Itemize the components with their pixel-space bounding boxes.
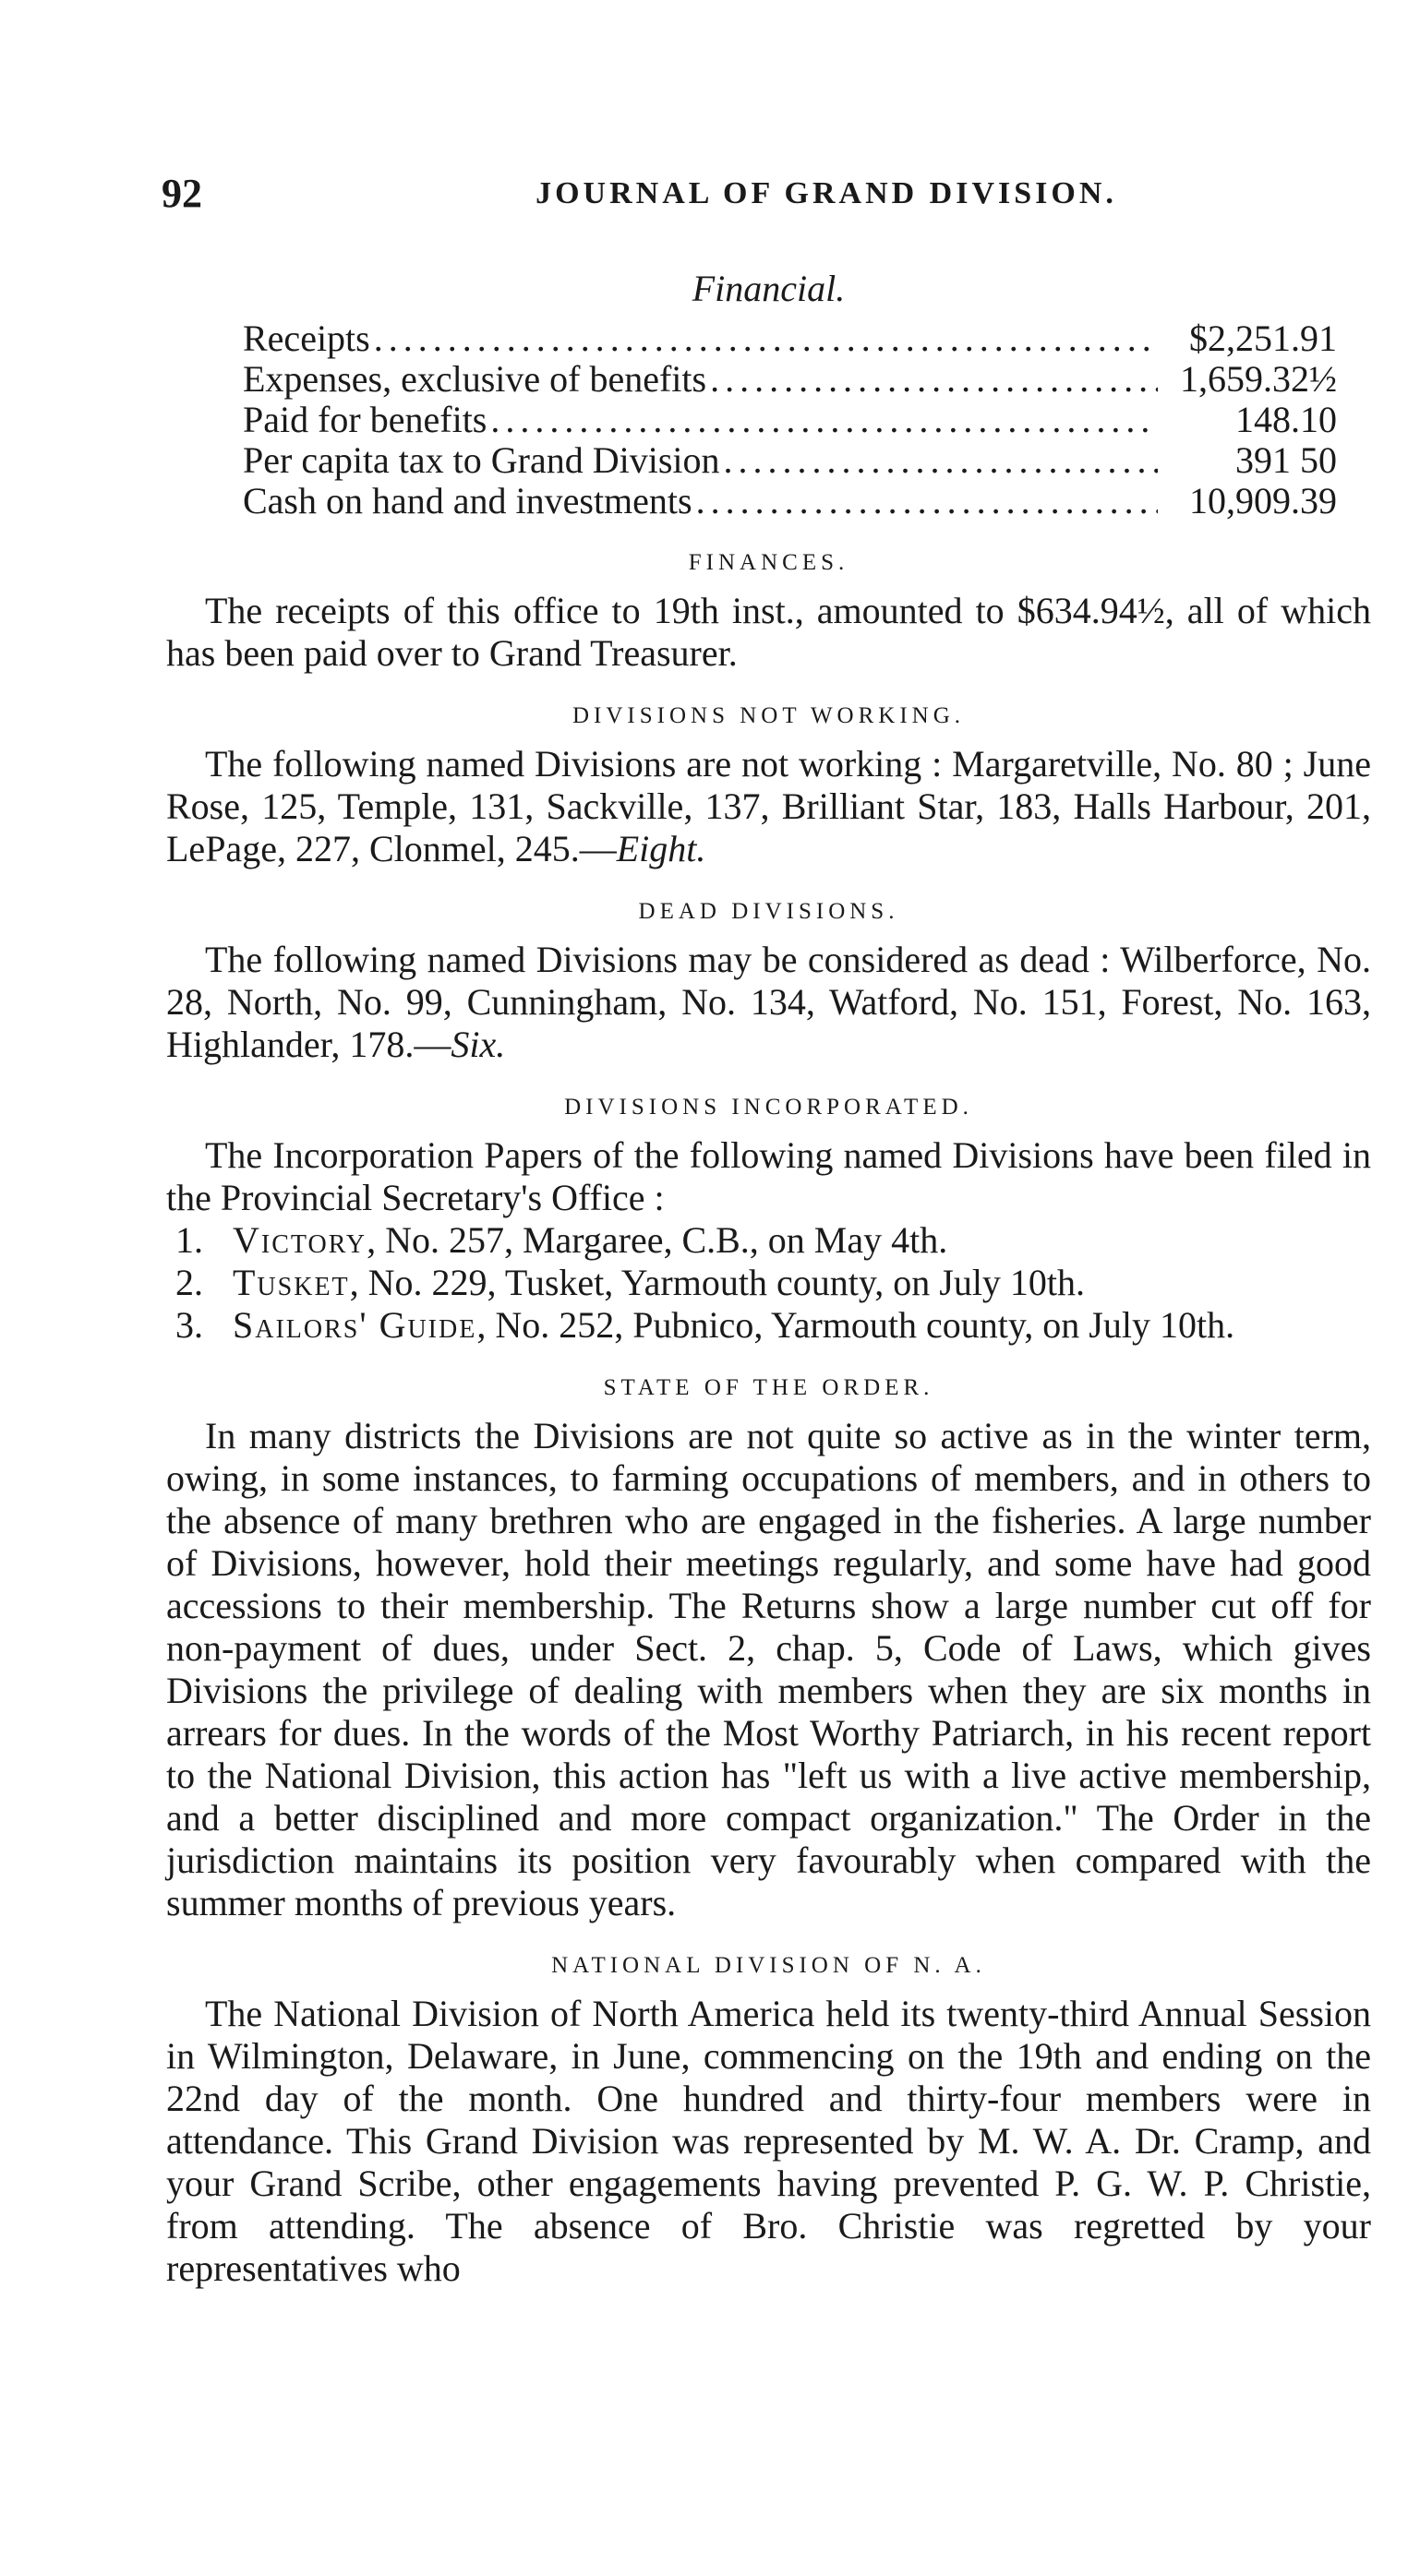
not-working-count: Eight. (616, 828, 706, 869)
dot-leader (374, 318, 1158, 359)
section-heading-state: STATE OF THE ORDER. (603, 1375, 934, 1400)
financial-row-value: 391 50 (1235, 439, 1337, 481)
financial-row-label: Expenses, exclusive of benefits (243, 358, 707, 400)
financial-row-label: Cash on hand and investments (243, 480, 692, 521)
incorporated-section (166, 1090, 1371, 1347)
financial-row-value: 10,909.39 (1189, 480, 1337, 521)
division-detail: , No. 252, Pubnico, Yarmouth county, on July 10th. (476, 1304, 1235, 1346)
dot-leader (724, 440, 1158, 481)
incorporated-list (166, 1219, 1371, 1347)
state-paragraph: In many districts the Divisions are not quite so active as in the winter term, owing, in some instances, to farming occupations of members, and in others to the absence of many brethren who are engaged in the fisheries. A large number of Divisions, however, hold their meetings regularly, and some have had good accessions to their membership. The Returns show a large number cut off for non-payment of dues, under Sect. 2, chap. 5, Code of Laws, which gives Divisions the privilege of dealing with members when they are six months in arrears for dues. In the words of the Most Worthy Patriarch, in his recent report to the National Division, this action has "left us with a live active membership, and a better disciplined and more compact organization." The Order in the jurisdiction maintains its position very favourably when compared with the summer months of previous years. (166, 1415, 1371, 1923)
list-item-number: 1. (175, 1219, 203, 1261)
running-head: JOURNAL OF GRAND DIVISION. (536, 176, 1117, 210)
not-working-paragraph (166, 743, 1371, 870)
division-name: Tusket (233, 1262, 350, 1303)
division-name: Sailors' Guide (233, 1304, 477, 1346)
dead-text: The following named Divisions may be considered as dead : Wilberforce, No. 28, North, No. 99, Cunningham, No. 134, Watford, No. 151, Forest, No. 163, Highlander, 178.— (166, 939, 1371, 1065)
financial-row-label: Paid for benefits (243, 399, 487, 440)
financial-row (243, 440, 1337, 481)
section-heading-finances: FINANCES. (688, 550, 849, 575)
dead-count: Six. (451, 1024, 506, 1065)
financial-row-value: $2,251.91 (1189, 318, 1337, 359)
page-body (166, 263, 1371, 2290)
financial-row-value: 1,659.32½ (1180, 358, 1337, 400)
list-item (166, 1304, 1371, 1347)
financial-row (243, 400, 1337, 440)
incorporated-intro: The Incorporation Papers of the following named Divisions have been filed in the Provincial Secretary's Office : (166, 1134, 1371, 1218)
division-detail: , No. 257, Margaree, C.B., on May 4th. (367, 1219, 948, 1261)
financial-row (243, 481, 1337, 521)
list-item (166, 1262, 1371, 1304)
list-item (166, 1219, 1371, 1262)
page-number: 92 (162, 171, 202, 216)
financial-row-value: 148.10 (1235, 399, 1337, 440)
dead-paragraph (166, 939, 1371, 1066)
section-heading-not-working: DIVISIONS NOT WORKING. (572, 703, 966, 728)
list-item-number: 2. (175, 1262, 203, 1303)
dot-leader (710, 359, 1158, 400)
financial-table (243, 318, 1337, 521)
dot-leader (696, 481, 1158, 521)
financial-row (243, 318, 1337, 359)
financial-row-label: Receipts (243, 318, 370, 359)
financial-row-label: Per capita tax to Grand Division (243, 439, 720, 481)
finances-section (166, 545, 1371, 675)
not-working-text: The following named Divisions are not working : Margaretville, No. 80 ; June Rose, 125, Temple, 131, Sackville, 137, Brilliant Star, 183, Halls Harbour, 201, LePage, 227, Clonmel, 245.— (166, 743, 1371, 869)
list-item-number: 3. (175, 1304, 203, 1346)
section-heading-incorporated: DIVISIONS INCORPORATED. (564, 1095, 973, 1120)
page-header (162, 166, 1371, 222)
not-working-section (166, 699, 1371, 870)
dot-leader (490, 400, 1158, 440)
financial-section (166, 263, 1371, 521)
national-section (166, 1948, 1371, 2290)
division-name: Victory (233, 1219, 367, 1261)
division-detail: , No. 229, Tusket, Yarmouth county, on July 10th. (349, 1262, 1086, 1303)
dead-section (166, 894, 1371, 1066)
state-section (166, 1371, 1371, 1924)
section-heading-dead: DEAD DIVISIONS. (638, 899, 899, 924)
financial-row (243, 359, 1337, 400)
section-heading-national: NATIONAL DIVISION OF N. A. (551, 1953, 986, 1978)
financial-title: Financial. (692, 268, 846, 309)
national-paragraph: The National Division of North America held its twenty-third Annual Session in Wilmington, Delaware, in June, commencing on the 19th and ending on the 22nd day of the month. One hundred and thirty-four members were in attendance. This Grand Division was represented by M. W. A. Dr. Cramp, and your Grand Scribe, other engagements having prevented P. G. W. P. Christie, from attending. The absence of Bro. Christie was regretted by your representatives who (166, 1993, 1371, 2289)
finances-paragraph: The receipts of this office to 19th inst., amounted to $634.94½, all of which has been paid over to Grand Treasurer. (166, 590, 1371, 674)
